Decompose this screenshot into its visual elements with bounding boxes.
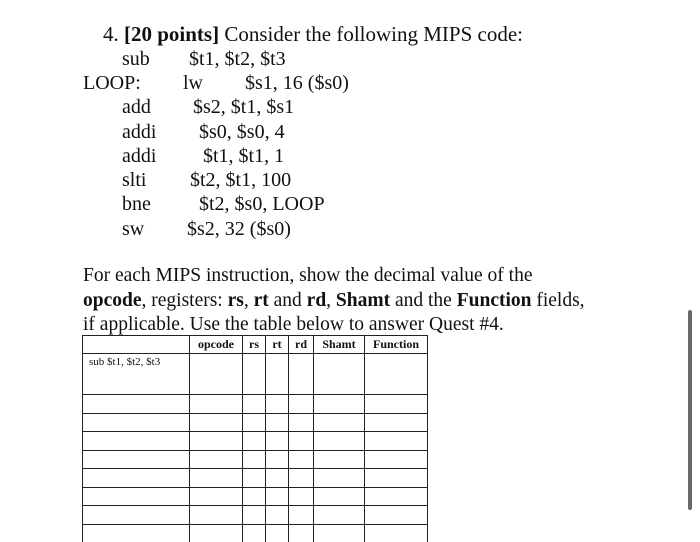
code-op: sw	[122, 218, 145, 240]
term-rd: rd	[306, 290, 327, 311]
table-row	[83, 413, 428, 432]
answer-cell-opcode[interactable]	[190, 487, 243, 506]
code-args: $t1, $t2, $t3	[189, 48, 286, 70]
table-header-rt: rt	[266, 336, 289, 354]
question-points: [20 points]	[124, 22, 220, 46]
answer-cell-rd[interactable]	[289, 469, 314, 488]
instructions-text: ,	[243, 290, 254, 311]
answer-cell-rs[interactable]	[243, 432, 266, 451]
vertical-scrollbar[interactable]	[688, 310, 692, 510]
answer-cell-shamt[interactable]	[314, 524, 365, 542]
answer-cell-rs[interactable]	[243, 487, 266, 506]
table-header-function: Function	[365, 336, 428, 354]
answer-cell-function[interactable]	[365, 413, 428, 432]
table-row	[83, 487, 428, 506]
answer-cell-shamt[interactable]	[314, 413, 365, 432]
answer-cell-shamt[interactable]	[314, 432, 365, 451]
table-header-rd: rd	[289, 336, 314, 354]
answer-cell-opcode[interactable]	[190, 395, 243, 414]
answer-cell-rt[interactable]	[266, 432, 289, 451]
instruction-cell[interactable]	[83, 395, 190, 414]
table-row	[83, 432, 428, 451]
answer-cell-rt[interactable]	[266, 506, 289, 525]
code-args: $s0, $s0, 4	[199, 121, 285, 143]
instruction-cell[interactable]	[83, 469, 190, 488]
code-op: addi	[122, 121, 157, 143]
answer-cell-rt[interactable]	[266, 413, 289, 432]
answer-cell-rd[interactable]	[289, 450, 314, 469]
answer-cell-opcode[interactable]	[190, 413, 243, 432]
answer-cell-rt[interactable]	[266, 524, 289, 542]
answer-cell-rd[interactable]	[289, 506, 314, 525]
answer-cell-function[interactable]	[365, 469, 428, 488]
answer-cell-opcode[interactable]	[190, 524, 243, 542]
answer-cell-shamt[interactable]	[314, 450, 365, 469]
answer-cell-shamt[interactable]	[314, 354, 365, 395]
instruction-cell[interactable]	[83, 506, 190, 525]
answer-cell-rd[interactable]	[289, 354, 314, 395]
answer-cell-function[interactable]	[365, 432, 428, 451]
code-args: $s2, 32 ($s0)	[187, 218, 291, 240]
table-row	[83, 354, 428, 395]
answer-cell-opcode[interactable]	[190, 506, 243, 525]
table-header-row	[83, 336, 428, 354]
answer-cell-rs[interactable]	[243, 524, 266, 542]
answer-cell-rt[interactable]	[266, 395, 289, 414]
term-opcode: opcode	[83, 290, 142, 311]
answer-cell-rt[interactable]	[266, 354, 289, 395]
term-rt: rt	[253, 290, 269, 311]
answer-cell-function[interactable]	[365, 524, 428, 542]
code-op: sub	[122, 48, 150, 70]
term-function: Function	[456, 290, 532, 311]
question-number: 4.	[103, 22, 119, 46]
instructions-line-1: For each MIPS instruction, show the decimal value of the	[83, 265, 533, 286]
code-args: $t2, $t1, 100	[190, 169, 292, 191]
code-op: bne	[122, 193, 151, 215]
answer-cell-rs[interactable]	[243, 413, 266, 432]
instruction-cell[interactable]	[83, 487, 190, 506]
code-args: $s1, 16 ($s0)	[245, 72, 349, 94]
answer-cell-rt[interactable]	[266, 487, 289, 506]
answer-cell-rs[interactable]	[243, 354, 266, 395]
answer-cell-function[interactable]	[365, 395, 428, 414]
question-header	[103, 22, 523, 47]
answer-cell-shamt[interactable]	[314, 487, 365, 506]
instructions-line-2	[83, 288, 585, 313]
table-header-rs: rs	[243, 336, 266, 354]
code-op: add	[122, 96, 151, 118]
answer-table	[82, 335, 428, 542]
code-args: $t1, $t1, 1	[203, 145, 285, 167]
instruction-cell[interactable]	[83, 524, 190, 542]
answer-cell-rs[interactable]	[243, 469, 266, 488]
answer-cell-rd[interactable]	[289, 524, 314, 542]
table-row	[83, 524, 428, 542]
answer-cell-opcode[interactable]	[190, 450, 243, 469]
code-args: $s2, $t1, $s1	[193, 96, 295, 118]
code-op: slti	[122, 169, 147, 191]
instruction-cell[interactable]	[83, 450, 190, 469]
answer-cell-rs[interactable]	[243, 395, 266, 414]
term-rs: rs	[227, 290, 244, 311]
question-prompt: Consider the following MIPS code:	[224, 22, 524, 46]
table-row	[83, 469, 428, 488]
answer-cell-rs[interactable]	[243, 450, 266, 469]
table-header-opcode: opcode	[190, 336, 243, 354]
answer-cell-rt[interactable]	[266, 469, 289, 488]
code-args: $t2, $s0, LOOP	[199, 193, 325, 215]
instruction-cell[interactable]	[83, 413, 190, 432]
answer-cell-function[interactable]	[365, 487, 428, 506]
answer-cell-opcode[interactable]	[190, 354, 243, 395]
answer-cell-function[interactable]	[365, 506, 428, 525]
answer-cell-opcode[interactable]	[190, 432, 243, 451]
answer-cell-shamt[interactable]	[314, 469, 365, 488]
answer-cell-shamt[interactable]	[314, 506, 365, 525]
table-row	[83, 450, 428, 469]
instruction-cell[interactable]	[83, 432, 190, 451]
instructions-text: and the	[390, 290, 457, 311]
instructions-line-3: if applicable. Use the table below to answer Quest #4.	[83, 314, 504, 335]
code-op: lw	[183, 72, 203, 94]
answer-cell-function[interactable]	[365, 450, 428, 469]
table-header-shamt: Shamt	[314, 336, 365, 354]
answer-cell-shamt[interactable]	[314, 395, 365, 414]
instruction-cell: sub $t1, $t2, $t3	[83, 354, 190, 395]
term-shamt: Shamt	[335, 290, 391, 311]
instructions-text: fields,	[531, 290, 585, 311]
instructions-text: and	[268, 290, 307, 311]
code-label: LOOP:	[83, 72, 141, 94]
answer-cell-rd[interactable]	[289, 487, 314, 506]
answer-cell-rd[interactable]	[289, 413, 314, 432]
answer-cell-rd[interactable]	[289, 395, 314, 414]
table-row	[83, 506, 428, 525]
code-op: addi	[122, 145, 157, 167]
answer-cell-rs[interactable]	[243, 506, 266, 525]
instructions-text: ,	[326, 290, 336, 311]
answer-cell-opcode[interactable]	[190, 469, 243, 488]
table-header-blank	[83, 336, 190, 354]
answer-cell-rd[interactable]	[289, 432, 314, 451]
instructions-text: , registers:	[141, 290, 228, 311]
answer-cell-function[interactable]	[365, 354, 428, 395]
table-row	[83, 395, 428, 414]
answer-cell-rt[interactable]	[266, 450, 289, 469]
